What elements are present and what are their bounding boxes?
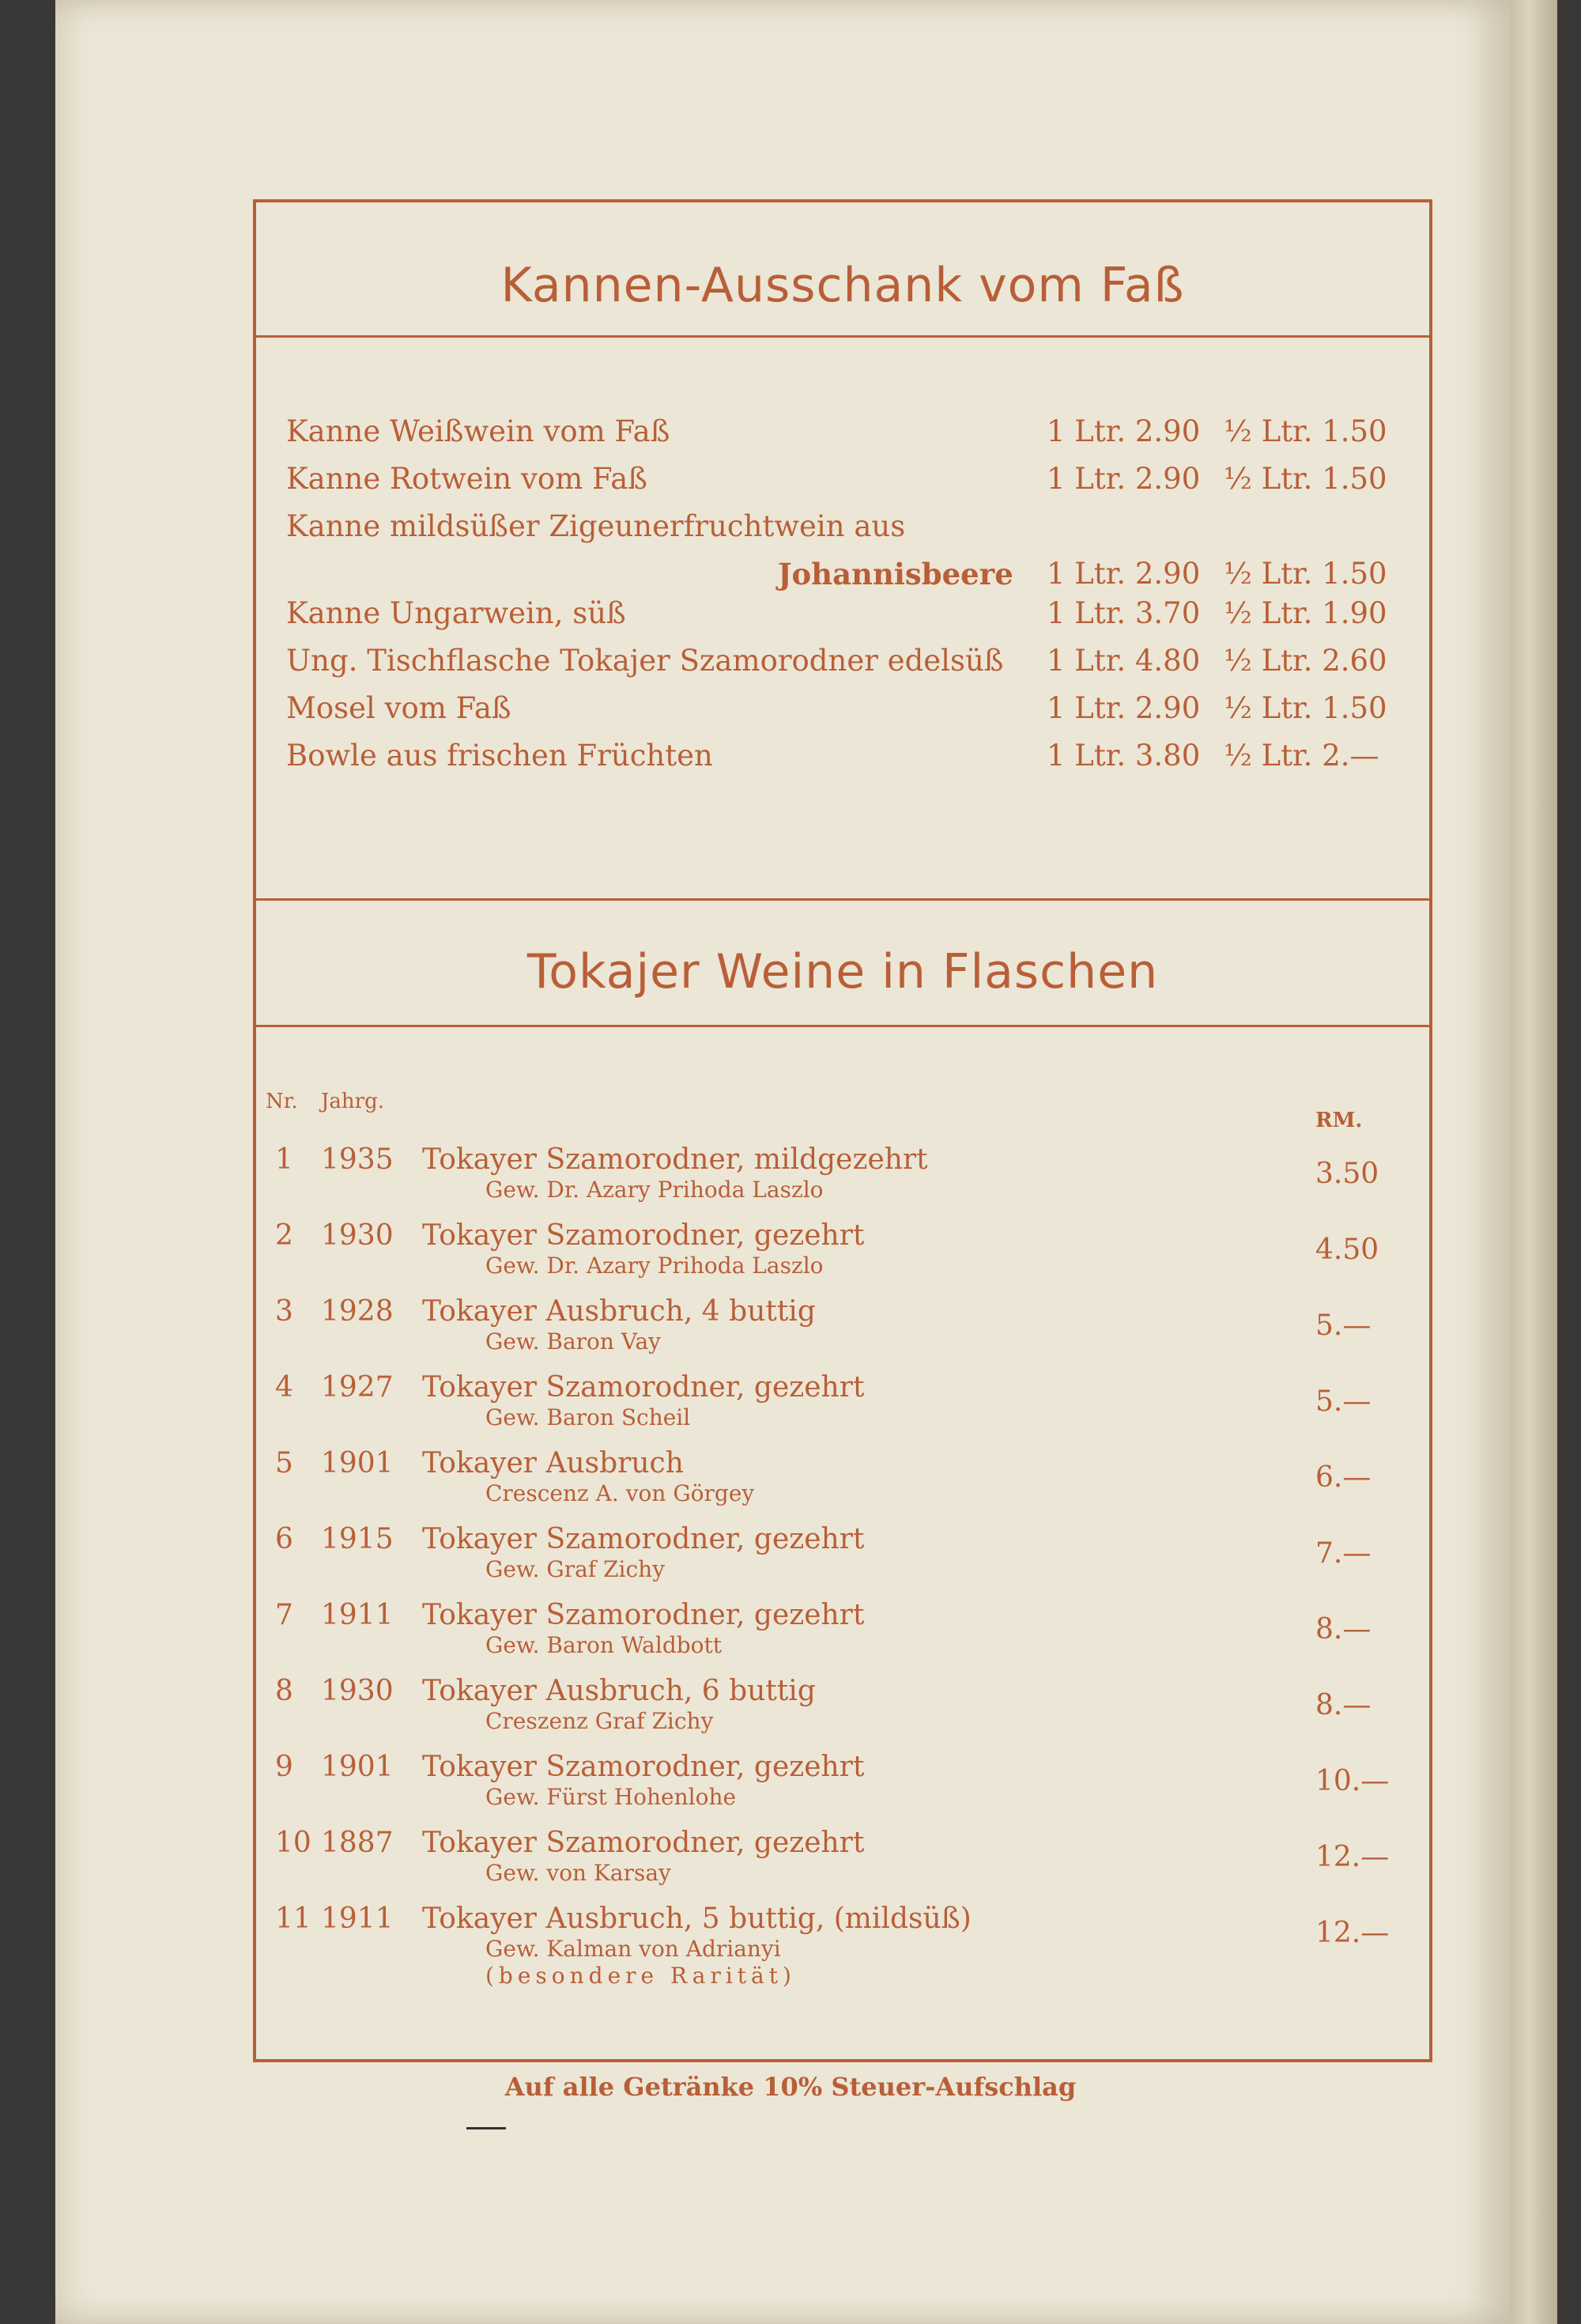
wine-vintage: 1928 [321,1295,394,1328]
col-year-header: Jahrg. [321,1090,385,1113]
wine-name: Tokayer Szamorodner, mildgezehrt [422,1143,928,1176]
draft-wine-name: Kanne Ungarwein, süß [286,596,626,630]
price-liter: 1 Ltr. 4.80 [1047,644,1201,678]
wine-number: 7 [275,1599,293,1631]
wine-note: (besondere Rarität) [485,1963,796,1989]
wine-name: Tokayer Szamorodner, gezehrt [422,1523,865,1555]
col-nr-header: Nr. [266,1090,298,1113]
wine-grower: Creszenz Graf Zichy [485,1708,714,1734]
wine-number: 5 [275,1447,293,1479]
dash-mark [466,2127,506,2129]
wine-price: 3.50 [1315,1158,1379,1190]
wine-price: 8.— [1315,1689,1372,1721]
wine-price: 7.— [1315,1537,1372,1570]
price-half-liter: ½ Ltr. 2.60 [1224,644,1387,678]
wine-name: Tokayer Ausbruch, 6 buttig [422,1675,816,1707]
wine-number: 8 [275,1675,293,1707]
wine-number: 10 [275,1827,311,1859]
wine-vintage: 1901 [321,1447,394,1479]
draft-wine-name: Kanne Weißwein vom Faß [286,414,670,448]
draft-wine-name: Kanne mildsüßer Zigeunerfruchtwein aus [286,509,906,543]
wine-grower: Gew. Baron Scheil [485,1404,691,1430]
price-half-liter: ½ Ltr. 1.50 [1224,462,1387,496]
wine-grower: Gew. Kalman von Adrianyi [485,1936,781,1962]
wine-vintage: 1930 [321,1219,394,1252]
wine-price: 5.— [1315,1309,1372,1342]
wine-grower: Gew. Baron Vay [485,1328,661,1355]
price-liter: 1 Ltr. 2.90 [1047,414,1201,448]
price-half-liter: ½ Ltr. 1.50 [1224,414,1387,448]
wine-name: Tokayer Ausbruch [422,1447,684,1479]
wine-grower: Gew. Dr. Azary Prihoda Laszlo [485,1177,824,1203]
draft-wine-name: Bowle aus frischen Früchten [286,739,713,773]
wine-name: Tokayer Ausbruch, 4 buttig [422,1295,816,1328]
draft-wine-name-cont: Johannisbeere [778,557,1013,591]
section2-divider-top [256,898,1429,901]
draft-wine-name: Mosel vom Faß [286,691,511,725]
wine-grower: Gew. von Karsay [485,1860,671,1886]
draft-wine-name: Ung. Tischflasche Tokajer Szamorodner edelsüß [286,644,1004,678]
price-liter: 1 Ltr. 3.70 [1047,596,1201,630]
wine-number: 4 [275,1371,293,1404]
wine-number: 9 [275,1751,293,1783]
wine-name: Tokayer Ausbruch, 5 buttig, (mildsüß) [422,1903,972,1935]
price-liter: 1 Ltr. 2.90 [1047,462,1201,496]
wine-number: 3 [275,1295,293,1328]
price-half-liter: ½ Ltr. 1.50 [1224,691,1387,725]
wine-vintage: 1915 [321,1523,394,1555]
wine-number: 11 [275,1903,311,1935]
section1-title: Kannen-Ausschank vom Faß [500,258,1185,313]
wine-number: 2 [275,1219,293,1252]
wine-number: 1 [275,1143,293,1176]
price-half-liter: ½ Ltr. 1.90 [1224,596,1387,630]
wine-vintage: 1935 [321,1143,394,1176]
wine-name: Tokayer Szamorodner, gezehrt [422,1599,865,1631]
price-liter: 1 Ltr. 3.80 [1047,739,1201,773]
wine-number: 6 [275,1523,293,1555]
wine-vintage: 1911 [321,1599,394,1631]
wine-grower: Gew. Fürst Hohenlohe [485,1784,737,1810]
wine-vintage: 1927 [321,1371,394,1404]
wine-price: 12.— [1315,1841,1390,1873]
wine-grower: Gew. Baron Waldbott [485,1632,723,1658]
wine-vintage: 1901 [321,1751,394,1783]
wine-name: Tokayer Szamorodner, gezehrt [422,1751,865,1783]
section1-divider-top [256,335,1429,338]
wine-grower: Gew. Dr. Azary Prihoda Laszlo [485,1253,824,1279]
wine-vintage: 1930 [321,1675,394,1707]
wine-name: Tokayer Szamorodner, gezehrt [422,1827,865,1859]
wine-grower: Gew. Graf Zichy [485,1556,666,1582]
wine-vintage: 1911 [321,1903,394,1935]
wine-price: 12.— [1315,1917,1390,1949]
price-half-liter: ½ Ltr. 2.— [1224,739,1379,773]
wine-price: 4.50 [1315,1234,1379,1266]
col-price-header: RM. [1315,1109,1363,1132]
menu-frame [253,199,1432,2062]
section2-title: Tokajer Weine in Flaschen [526,944,1159,1000]
tax-note: Auf alle Getränke 10% Steuer-Aufschlag [504,2072,1077,2102]
price-liter: 1 Ltr. 2.90 [1047,691,1201,725]
wine-vintage: 1887 [321,1827,394,1859]
wine-name: Tokayer Szamorodner, gezehrt [422,1371,865,1404]
wine-price: 10.— [1315,1765,1390,1797]
next-page-edge [1510,0,1557,2324]
section2-divider-bottom [256,1025,1429,1027]
price-half-liter: ½ Ltr. 1.50 [1224,557,1387,591]
wine-grower: Crescenz A. von Görgey [485,1480,755,1506]
wine-name: Tokayer Szamorodner, gezehrt [422,1219,865,1252]
wine-price: 5.— [1315,1385,1372,1418]
wine-price: 8.— [1315,1613,1372,1646]
price-liter: 1 Ltr. 2.90 [1047,557,1201,591]
wine-price: 6.— [1315,1461,1372,1494]
draft-wine-name: Kanne Rotwein vom Faß [286,462,647,496]
